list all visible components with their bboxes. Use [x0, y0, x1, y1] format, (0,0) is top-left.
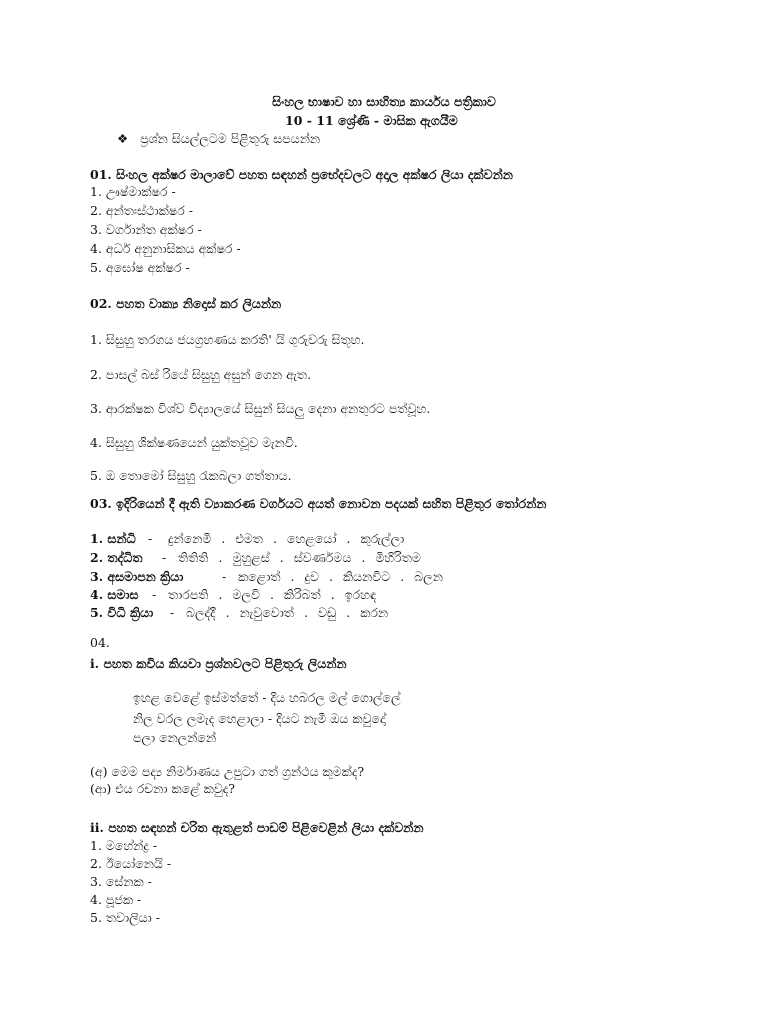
q2-heading: 02. පහත වාක්‍ය නිදොස් කර ලියන්න — [90, 296, 282, 311]
poem-line: පලා නෙලන්නේ — [133, 730, 217, 745]
q3-option: ස්වර්ණමය — [293, 550, 352, 565]
q4-part-ii-item: 4. පූජක - — [90, 892, 142, 907]
instruction-text: ප්‍රශ්න සියල්ලටම පිළිතුරු සපයන්න — [140, 131, 321, 146]
q3-row: 5. විධි ක්‍රියා - බලද්දී . නැවුවොත් . වඩු . කරන — [90, 605, 389, 620]
q4-part-ii-item: 5. තවාලියා - — [90, 910, 160, 925]
poem-line: ඉහළ වෙළේ ඉස්මත්තේ - දිය හබරල මල් ගොල්ලේ — [133, 690, 401, 705]
q3-option: දුව — [304, 569, 319, 584]
q1-item: 2. අන්තඃස්ථාක්ෂර - — [90, 203, 193, 218]
q3-option: කිරිබත් — [283, 587, 321, 602]
q3-row-dash: - — [222, 569, 227, 584]
q3-option: බලන — [414, 569, 443, 584]
poem-line: නිල වරල ලමැද හෙළාලා - දියට නැමී ඔය කවුදෝ — [133, 711, 386, 726]
q3-option: තාරපති — [168, 587, 209, 602]
q1-item: 4. අර්ධ අනුනාසිකය අක්ෂර - — [90, 241, 241, 256]
grade-line: 10 - 11 ශ්‍රේණි - මාසික ඇගයීම — [285, 113, 458, 128]
q3-option: කුරුල්ලා — [360, 531, 405, 546]
worksheet-title: සිංහල භාෂාව හා සාහිත්‍ය කාර්යය පත්‍රිකාව — [272, 94, 496, 109]
q3-option: කියනවිට — [342, 569, 391, 584]
q3-option: දුන්නෙමි — [168, 531, 212, 546]
q3-option: තිතිති — [178, 550, 209, 565]
q1-item: 5. අඝෝෂ අක්ෂර - — [90, 260, 190, 275]
q3-row-dash: - — [148, 531, 153, 546]
q4-part-ii-item: 3. සේනක - — [90, 874, 152, 889]
q3-row-label: 3. අසමාපන ක්‍රියා — [90, 569, 184, 584]
q3-option: නැවුවොත් — [239, 605, 294, 620]
q3-option: බලද්දී — [186, 605, 216, 620]
q4-part-i-question: (ආ) එය රචනා කළේ කවුද? — [90, 781, 236, 796]
q2-item: 3. ආරක්ෂක විශ්ව විද්‍යාලයේ සිසුන් සියලු දෙනා අනතුරට පත්වූහ. — [90, 401, 431, 416]
q3-option: කරන — [360, 605, 389, 620]
q1-heading: 01. සිංහල අක්ෂර මාලාවේ පහත සඳහන් ප්‍රභේදවලට අදාල අක්ෂර ලියා දක්වන්න — [90, 167, 513, 182]
q3-option: ඉරහඳ — [344, 587, 377, 602]
q4-part-ii-item: 2. ඊයෝනෙයි - — [90, 856, 172, 871]
q4-part-ii-item: 1. මහේන්ද්‍ර - — [90, 838, 158, 853]
q3-row-dash: - — [162, 550, 167, 565]
q3-row-label: 4. සමාස — [90, 587, 139, 602]
q3-option: එමත — [235, 531, 263, 546]
q3-heading: 03. ඉදිරියෙන් දී ඇති ව්‍යාකරණ වර්ගයට අයත් නොවන පදයක් සහිත පිළිතුර තෝරන්න — [90, 496, 547, 511]
q2-item: 2. පාසල් බස් රියේ සිසුහු අසුන් ගෙන ඇත. — [90, 367, 312, 382]
q3-row-dash: - — [152, 587, 157, 602]
q3-option: මලවි — [232, 587, 260, 602]
q3-option: හෙළයෝ — [286, 531, 337, 546]
q3-option: වඩු — [317, 605, 337, 620]
q3-row: 1. සන්ධි - දුන්නෙමි . එමත . හෙළයෝ . කුරුල්ලා — [90, 531, 405, 546]
q2-item: 4. සිසුහු ශික්ෂණයෙන් යුක්තවූව මැනවි. — [90, 435, 298, 450]
q1-item: 1. ඌෂ්මාක්ෂර - — [90, 184, 176, 199]
q4-part-i-question: (අ) මෙම පද්‍ය නිර්මාණය උපුටා ගත් ග්‍රන්ථය කුමක්ද? — [90, 764, 365, 779]
q3-row: 3. අසමාපන ක්‍රියා - කළොත් . දුව . කියනවිට . බලන — [90, 569, 443, 584]
q3-row-label: 5. විධි ක්‍රියා — [90, 605, 154, 620]
q3-option: මිහිරිතම — [375, 550, 421, 565]
q3-row-label: 1. සන්ධි — [90, 531, 136, 546]
q4-part-i-heading: i. පහත කවිය කියවා ප්‍රශ්නවලට පිළිතුරු ලියන්න — [90, 656, 347, 671]
q4-part-ii-heading: ii. පහත සඳහන් චරිත ඇතුළත් පාඩම් පිළිවෙළින් ලියා දක්වන්න — [90, 820, 424, 835]
q3-row-label: 2. තද්ධිත — [90, 550, 143, 565]
q4-number: 04. — [90, 635, 110, 650]
q1-item: 3. වර්ගාන්ත අක්ෂර - — [90, 222, 202, 237]
q3-row: 4. සමාස - තාරපති . මලවි . කිරිබත් . ඉරහඳ — [90, 587, 377, 602]
q3-option: මුහුළස් — [232, 550, 270, 565]
instruction-line — [117, 131, 320, 147]
q2-item: 1. සිසුහු තරගය ජයග්‍රහණය කරති' යි ගුරුවරු සිතූහ. — [90, 332, 365, 347]
q3-row-dash: - — [170, 605, 175, 620]
diamond-bullet-icon: ❖ — [117, 131, 129, 146]
q3-option: කළොත් — [238, 569, 281, 584]
q2-item: 5. ඔ තොමෝ සිසුහු රැකබලා ගත්තාය. — [90, 468, 292, 483]
q3-row: 2. තද්ධිත - තිතිති . මුහුළස් . ස්වර්ණමය . මිහිරිතම — [90, 550, 421, 565]
